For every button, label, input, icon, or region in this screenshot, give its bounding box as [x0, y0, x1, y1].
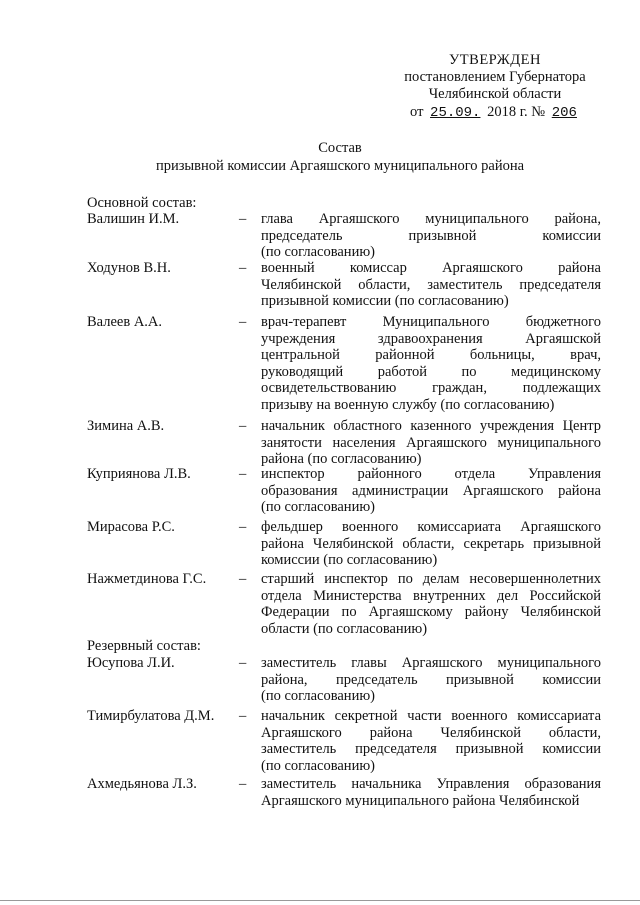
member-role-line: председатель призывной комиссии	[261, 227, 601, 244]
member-role-line: центральной районной больницы, врач,	[261, 347, 601, 363]
date-year: 2018 г. №	[487, 104, 546, 120]
member-dash: –	[239, 418, 247, 434]
approval-date-line	[385, 104, 605, 122]
member-role-line: отдела Министерства внутренних дел Российской	[261, 587, 601, 604]
member-role-line: области (по согласованию)	[261, 620, 428, 637]
member-role-line: руководящий работой по медицинскому	[261, 363, 601, 380]
member-role-line: призывной комиссии (по согласованию)	[261, 293, 509, 309]
approval-title: УТВЕРЖДЕН	[449, 52, 541, 68]
member-role-line: (по согласованию)	[261, 757, 375, 774]
approval-line-2: Челябинской области	[428, 86, 562, 102]
member-name: Юсупова Л.И.	[87, 655, 175, 671]
member-role	[261, 708, 601, 774]
member-name: Тимирбулатова Д.М.	[87, 708, 215, 724]
member-role-line: старший инспектор по делам несовершеннолетних	[261, 571, 601, 587]
member-role-line: начальник областного казенного учреждения Центр	[261, 418, 601, 434]
bottom-divider	[0, 900, 640, 901]
member-role-line: (по согласованию)	[261, 688, 375, 704]
member-dash: –	[239, 519, 247, 535]
member-role-line: комиссии (по согласованию)	[261, 552, 438, 568]
member-name: Ахмедьянова Л.З.	[87, 776, 197, 792]
member-role-line: глава Аргаяшского муниципального района,	[261, 211, 601, 227]
member-role-line: фельдшер военного комиссариата Аргаяшского	[261, 519, 601, 535]
member-role	[261, 776, 601, 809]
member-role-line: района Челябинской области, секретарь призывной	[261, 535, 601, 552]
member-dash: –	[239, 466, 247, 482]
reserve-section-label: Резервный состав:	[87, 638, 201, 654]
member-role-line: военный комиссар Аргаяшского района	[261, 260, 601, 276]
member-role-line: инспектор районного отдела Управления	[261, 466, 601, 482]
member-name: Зимина А.В.	[87, 418, 165, 434]
date-prefix: от	[410, 104, 424, 120]
member-role	[261, 418, 601, 468]
member-role	[261, 314, 601, 413]
member-role-line: Федерации по Аргаяшскому району Челябинской	[261, 604, 601, 620]
member-role-line: образования администрации Аргаяшского района	[261, 482, 601, 499]
member-role-line: Аргаяшского района Челябинской области,	[261, 724, 601, 741]
member-role-line: (по согласованию)	[261, 244, 375, 260]
member-role	[261, 655, 601, 705]
member-role-line: заместитель главы Аргаяшского муниципального	[261, 655, 601, 671]
member-role-line: Челябинской области, заместитель председателя	[261, 276, 601, 293]
member-name: Валеев А.А.	[87, 314, 163, 330]
member-role-line: учреждения здравоохранения Аргаяшской	[261, 330, 601, 347]
member-dash: –	[239, 211, 247, 227]
member-role-line: Аргаяшского муниципального района Челябинской	[261, 792, 580, 809]
member-role	[261, 211, 601, 261]
member-role-line: начальник секретной части военного комиссариата	[261, 708, 601, 724]
member-dash: –	[239, 708, 247, 724]
approval-line-1: постановлением Губернатора	[404, 69, 586, 85]
document-title-block	[80, 139, 600, 175]
member-role	[261, 466, 601, 516]
member-role-line: района (по согласованию)	[261, 451, 422, 467]
member-role-line: заместитель начальника Управления образования	[261, 776, 601, 792]
member-role	[261, 260, 601, 310]
document-title: Состав	[318, 140, 362, 156]
member-dash: –	[239, 776, 247, 792]
member-role	[261, 519, 601, 569]
member-role-line: врач-терапевт Муниципального бюджетного	[261, 314, 601, 330]
member-dash: –	[239, 571, 247, 587]
document-number: 206	[551, 105, 577, 121]
member-role-line: призыву на военную службу (по согласованию)	[261, 396, 555, 413]
document-subtitle: призывной комиссии Аргаяшского муниципального района	[155, 158, 525, 174]
member-role-line: (по согласованию)	[261, 499, 375, 515]
member-dash: –	[239, 260, 247, 276]
member-role-line: занятости населения Аргаяшского муниципального	[261, 434, 601, 451]
member-name: Мирасова Р.С.	[87, 519, 175, 535]
main-section-label: Основной состав:	[87, 195, 197, 211]
member-role-line: заместитель председателя призывной комиссии	[261, 741, 601, 757]
member-role	[261, 571, 601, 637]
member-role-line: района, председатель призывной комиссии	[261, 671, 601, 688]
member-name: Куприянова Л.В.	[87, 466, 191, 482]
member-dash: –	[239, 314, 247, 330]
member-name: Нажметдинова Г.С.	[87, 571, 207, 587]
member-role-line: освидетельствованию граждан, подлежащих	[261, 380, 601, 396]
member-name: Ходунов В.Н.	[87, 260, 171, 276]
member-dash: –	[239, 655, 247, 671]
date-value: 25.09.	[430, 105, 481, 121]
approval-block	[385, 52, 605, 122]
member-name: Валишин И.М.	[87, 211, 180, 227]
